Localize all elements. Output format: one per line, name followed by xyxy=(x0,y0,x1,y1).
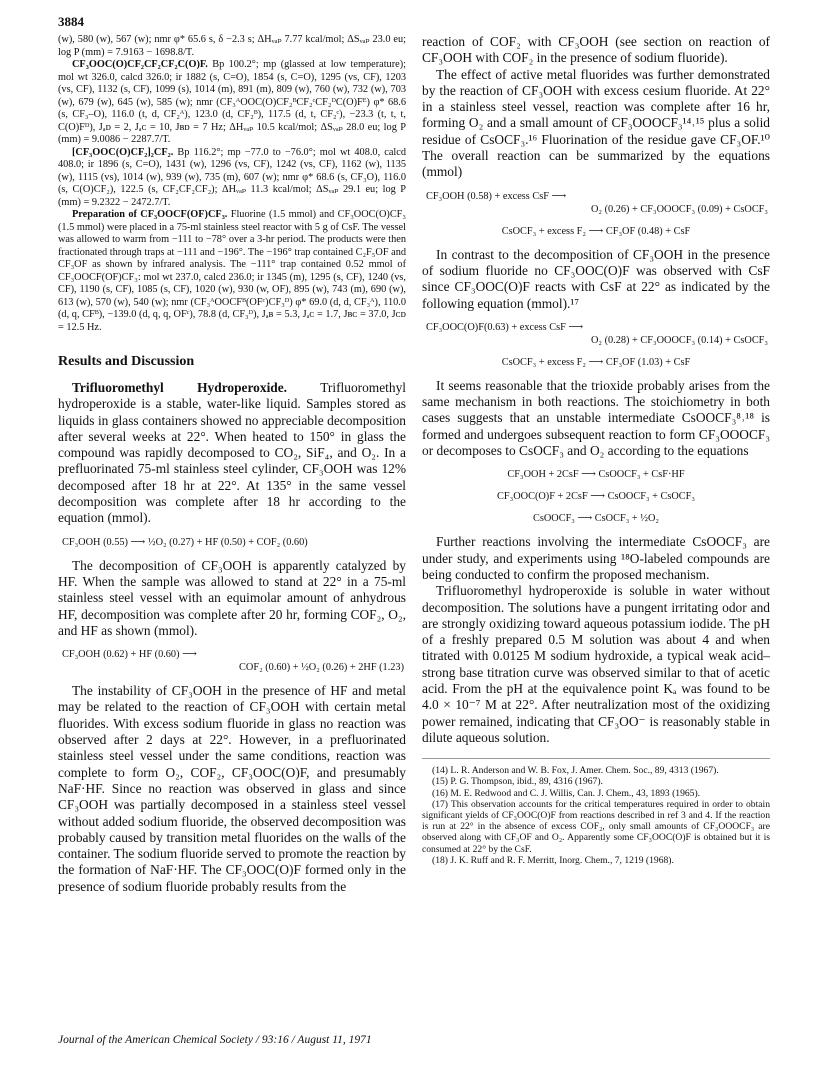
reference: (18) J. K. Ruff and R. F. Merritt, Inorg. Chem., 7, 1219 (1968). xyxy=(432,854,674,866)
section-heading: Results and Discussion xyxy=(58,354,195,369)
journal-footer: Journal of the American Chemical Society / 93:16 / August 11, 1971 xyxy=(58,1034,372,1046)
body-paragraph: It seems reasonable that the trioxide probably arises from the same mechanism in both reactions. The stoichiometry in both cases suggests that an unstable intermediate CsOOCF₃⁸˒¹⁸ is formed and undergoes subsequent reaction to form CF₃OOOCF₃ or decomposes to CsOCF₃ and O₂ according to the equations xyxy=(422,377,770,459)
compound-paragraph xyxy=(58,147,406,210)
equation xyxy=(422,190,770,216)
compound-paragraph xyxy=(58,59,406,147)
body-paragraph: The effect of active metal fluorides was further demonstrated by the reaction of CF₃OOH with excess cesium fluoride. At 22° in a stainless steel vessel, reaction was complete after 16 hr, forming O₂ and a small amount of CF₃OOOCF₃¹⁴˒¹⁵ plus a solid residue of CsOCF₃.¹⁶ Fluorination of the residue gave CF₃OF.¹⁰ The overall reaction can be summarized by the equations (mmol) xyxy=(422,66,770,180)
body-paragraph: The decomposition of CF₃OOH is apparently catalyzed by HF. When the sample was allowed to stand at 22° in a 75-ml stainless steel vessel with an equimolar amount of anhydrous HF, decomposition was complete after 20 hr, forming COF₂, O₂, and HF as shown (mmol). xyxy=(58,557,406,638)
equation-line: COF₂ (0.60) + ½O₂ (0.26) + 2HF (1.23) xyxy=(239,662,404,674)
reference: (16) M. E. Redwood and C. J. Willis, Can. J. Chem., 43, 1893 (1965). xyxy=(432,787,701,799)
preparation-paragraph xyxy=(58,209,406,334)
equation: CF₃OOH + 2CsF ⟶ CsOOCF₃ + CsF·HF xyxy=(507,469,685,481)
body-paragraph xyxy=(58,380,406,527)
equation-line: CF₃OOH (0.58) + excess CsF ⟶ xyxy=(426,190,567,202)
equation: CF₃OOC(O)F + 2CsF ⟶ CsOOCF₃ + CsOCF₃ xyxy=(497,491,695,503)
preparation-heading: Preparation of CF₃OOCF(OF)CF₃. xyxy=(72,209,228,220)
reference: (17) This observation accounts for the critical temperatures required in order to obtain significant yields of CF₃OOC(O)F from reactions described in ref 3 and 4. If the reaction is run at 22° in the absence of excess COF₂, only small amounts of CF₃OOOCF₃ are observed along with CF₃OF and O₂. Apparently some CF₃OOC(O)F is obtained but it is consumed at 22° by the CsF. xyxy=(422,798,770,855)
body-paragraph: In contrast to the decomposition of CF₃OOH in the presence of sodium fluoride no CF₃OOC(O)F was observed with CsF since CF₃OOC(O)F reacts with CsF at 22° as indicated by the following equation (mmol).¹⁷ xyxy=(422,246,770,311)
references xyxy=(422,758,770,866)
body-paragraph: The instability of CF₃OOH in the presence of HF and metal may be related to the reaction of CF₃OOH with certain metal fluorides. With excess sodium fluoride in glass no reaction was observed after 2 days at 22°. However, in a prefluorinated stainless steel vessel under the same conditions, reaction was complete to form O₂, COF₂, CF₃OOC(O)F, and presumably NaF·HF. Since no reaction was observed in glass and since CF₃OOH was partially decomposed in a stainless steel vessel without added sodium fluoride, the observed decomposition was probably caused by transition metal fluorides on the walls of the container. The sodium fluoride served to promote the reaction by the formation of NaF·HF. The CF₃OOC(O)F formed only in the presence of sodium fluoride probably results from the xyxy=(58,683,406,894)
equation-line: O₂ (0.26) + CF₃OOOCF₃ (0.09) + CsOCF₃ xyxy=(590,203,768,215)
experimental-continuation: (w), 580 (w), 567 (w); nmr φ* 65.6 s, δ −2.3 s; ΔHᵥₐₚ 7.77 kcal/mol; ΔSᵥₐₚ 23.0 eu; log P (mm) = 7.9163 − 1698.8/T. xyxy=(58,34,406,58)
right-column xyxy=(422,34,770,866)
equation xyxy=(58,648,406,674)
compound-data: Bp 100.2°; mp (glassed at low temperature); mol wt 326.0, calcd 326.0; ir 1882 (s, C=O), 1854 (s, C=O), 1295 (vs, CF), 1203 (vs, CF), 1132 (s, CF), 1099 (s), 1014 (m), 891 (m), 809 (w), 760 (w), 732 (w), 703 (w), 679 (w), 645 (w), 585 (w); nmr (CF₃ᴬOOC(O)CF₂ᴮCF₂ᶜCF₂ᴰC(O)Fᴱ) φ* 68.6 (s, CF₃–O), 116.0 (t, d, CF₂ᴬ), 123.0 (d, CF₂ᴮ), 117.5 (d, t, CF₂ᶜ), −23.3 (t, t, t, C(O)Fᴰ), Jₐᴅ = 2, Jₐᴄ = 10, Jʙᴅ = 7 Hz; ΔHᵥₐₚ 10.5 kcal/mol; ΔSᵥₐₚ 28.0 eu; log P (mm) = 9.0086 − 2287.7/T. xyxy=(58,59,406,145)
paragraph-text: Trifluoromethyl hydroperoxide is a stable, water-like liquid. Samples stored as liquids in glass containers showed no appreciable decomposition after several weeks at 22°. When heated to 150° in glass the compound was rapidly decomposed to CO₂, SiF₄, and O₂. In a prefluorinated 75-ml stainless steel cylinder, CF₃OOH was 12% decomposed after 18 hr at 22°. At 135° in the same vessel decomposition was complete after 18 hr according to the equation (mmol). xyxy=(58,380,406,526)
reference: (14) L. R. Anderson and W. B. Fox, J. Amer. Chem. Soc., 89, 4313 (1967). xyxy=(432,765,719,777)
reference: (15) P. G. Thompson, ibid., 89, 4316 (1967). xyxy=(432,776,603,788)
compound-heading: CF₃OOC(O)CF₂CF₂CF₂C(O)F. xyxy=(72,59,208,70)
compound-heading: [CF₃OOC(O)CF₂]₂CF₂. xyxy=(72,146,174,158)
body-paragraph: Trifluoromethyl hydroperoxide is soluble in water without decomposition. The solutions have a pungent irritating odor and are strongly oxidizing toward aqueous potassium iodide. The pH of a freshly prepared 0.5 M solution was about 4 and when titrated with 0.0125 M sodium hydroxide, a typical weak acid–strong base titration curve was observed similar to that of acetic acid. From the pH at the equivalence point Kₐ was found to be 4.0 × 10⁻⁷ M at 22°. After neutralization most of the oxidizing power remained, indicating that CF₃OO⁻ is reasonably stable in dilute aqueous solution. xyxy=(422,583,770,745)
preparation-text: Fluorine (1.5 mmol) and CF₃OOC(O)CF₃ (1.5 mmol) were placed in a 75-ml stainless steel reactor with 5 g of CsF. The vessel was allowed to warm from −111 to −78° over a 3-hr period. The products were then fractionated through traps at −111 and −196°. The −196° trap contained C₂F₅OF and CF₃OF as shown by infrared analysis. The −111° trap contained 0.52 mmol of CF₃OOCF(OF)CF₃: mol wt 237.0, calcd 236.0; ir 1345 (m), 1295 (s, CF), 1240 (vs, CF), 1190 (s, CF), 1085 (s, CF), 1020 (w), 930 (w, OF), 895 (w), 743 (m), 690 (w), 613 (w), 570 (w), 540 (w); nmr (CF₃ᴬOOCFᴮ(OFᶜ)CF₃ᴰ) φ* 69.0 (d, d, CF₃ᴬ), 110.0 (d, q, CFᴮ), −139.0 (d, q, q, OFᶜ), 78.8 (d, CF₃ᴰ), Jₐʙ = 5.3, Jₐᴄ = 1.7, Jʙᴄ = 37.0, Jᴄᴅ = 12.5 Hz. xyxy=(58,209,406,333)
equation: CsOCF₃ + excess F₂ ⟶ CF₃OF (1.03) + CsF xyxy=(501,356,691,368)
left-column xyxy=(58,34,406,895)
subsection-heading: Trifluoromethyl Hydroperoxide. xyxy=(72,380,288,395)
equation-line: CF₃OOH (0.62) + HF (0.60) ⟶ xyxy=(62,649,197,661)
body-paragraph: Further reactions involving the intermediate CsOOCF₃ are under study, and experiments using ¹⁸O-labeled compounds are being conducted to confirm the proposed mechanism. xyxy=(422,534,770,582)
equation: CsOCF₃ + excess F₂ ⟶ CF₃OF (0.48) + CsF xyxy=(501,225,691,237)
equation: CF₃OOH (0.55) ⟶ ½O₂ (0.27) + HF (0.50) + COF₂ (0.60) xyxy=(62,536,308,548)
body-paragraph: reaction of COF₂ with CF₃OOH (see section on reaction of CF₃OOH with COF₂ in the presence of sodium fluoride). xyxy=(422,34,770,66)
compound-data: Bp 116.2°; mp −77.0 to −76.0°; mol wt 408.0, calcd 408.0; ir 1896 (s, C=O), 1431 (w), 1296 (vs, CF), 1242 (vs, CF), 1162 (w), 1135 (w), 1115 (vs), 1014 (w), 939 (w), 735 (m), 607 (w); nmr φ* 68.6 (s, CF₃O), 116.0 (s, C(O)CF₂), 122.5 (s, CF₂CF₂CF₂); ΔHᵥₐₚ 11.3 kcal/mol; ΔSᵥₐₚ 29.1 eu; log P (mm) = 9.2322 − 2472.7/T. xyxy=(58,146,406,208)
page-number: 3884 xyxy=(58,14,84,29)
equation-line: O₂ (0.28) + CF₃OOOCF₃ (0.14) + CsOCF₃ xyxy=(590,334,768,346)
equation: CsOOCF₃ ⟶ CsOCF₃ + ½O₂ xyxy=(532,513,660,525)
equation xyxy=(422,321,770,347)
equation-line: CF₃OOC(O)F(0.63) + excess CsF ⟶ xyxy=(426,321,584,333)
